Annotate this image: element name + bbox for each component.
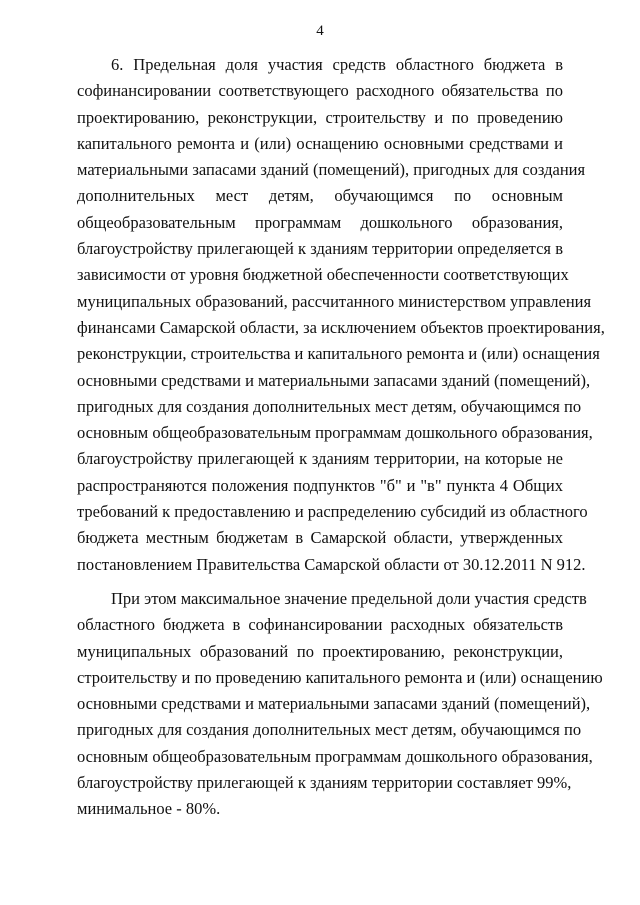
paragraph-line: минимальное - 80%. [77, 799, 221, 819]
paragraph-line: муниципальных образований, рассчитанного министерством управления [77, 291, 592, 311]
paragraph-line: основными средствами и материальными запасами зданий (помещений), [77, 370, 591, 390]
paragraph-line: основным общеобразовательным программам дошкольного образования, [77, 423, 593, 443]
paragraph-line: распространяются положения подпунктов "б" и "в" пункта 4 Общих [77, 475, 563, 495]
page-number: 4 [316, 23, 324, 39]
paragraph-line: 6. Предельная доля участия средств областного бюджета в [111, 55, 563, 74]
paragraph-line: проектированию, реконструкции, строительству и по проведению [77, 107, 563, 127]
paragraph-line: муниципальных образований по проектированию, реконструкции, [77, 641, 563, 661]
paragraph-line: строительству и по проведению капитального ремонта и (или) оснащению [77, 667, 603, 687]
paragraph-line: финансами Самарской области, за исключением объектов проектирования, [77, 317, 605, 337]
paragraph-line: капитального ремонта и (или) оснащению основными средствами и [77, 133, 563, 153]
paragraph-line: дополнительных мест детям, обучающимся по основным [77, 186, 563, 206]
paragraph-line: бюджета местным бюджетам в Самарской области, утвержденных [77, 528, 563, 548]
paragraph-line: благоустройству прилегающей к зданиям территории определяется в [77, 239, 563, 259]
paragraph-line: софинансировании соответствующего расходного обязательства по [77, 81, 563, 101]
paragraph-line: При этом максимальное значение предельной доли участия средств [111, 589, 587, 608]
paragraph-line: основным общеобразовательным программам дошкольного образования, [77, 746, 593, 766]
paragraph-max-min-share [77, 586, 603, 823]
paragraph-line: благоустройству прилегающей к зданиям территории, на которые не [77, 449, 563, 469]
paragraph-line: постановлением Правительства Самарской области от 30.12.2011 N 912. [77, 554, 586, 574]
paragraph-line: материальными запасами зданий (помещений), пригодных для создания [77, 160, 586, 180]
paragraph-6-preliminary-share [77, 52, 605, 578]
paragraph-line: зависимости от уровня бюджетной обеспеченности соответствующих [77, 265, 569, 285]
paragraph-line: пригодных для создания дополнительных мест детям, обучающимся по [77, 396, 582, 416]
paragraph-line: общеобразовательным программам дошкольного образования, [77, 212, 563, 232]
paragraph-line: благоустройству прилегающей к зданиям территории составляет 99%, [77, 773, 572, 793]
paragraph-line: областного бюджета в софинансировании расходных обязательств [77, 615, 563, 635]
paragraph-line: пригодных для создания дополнительных мест детям, обучающимся по [77, 720, 582, 740]
paragraph-line: основными средствами и материальными запасами зданий (помещений), [77, 694, 591, 714]
paragraph-line: реконструкции, строительства и капитального ремонта и (или) оснащения [77, 344, 600, 364]
paragraph-line: требований к предоставлению и распределению субсидий из областного [77, 502, 588, 522]
